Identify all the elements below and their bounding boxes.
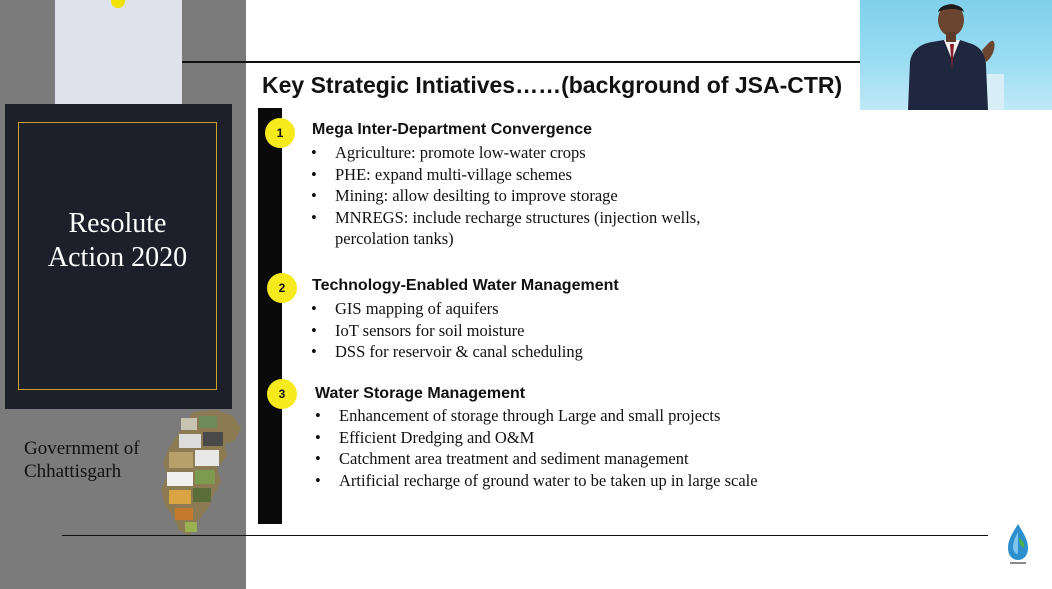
speaker-figure	[860, 0, 1052, 110]
section-heading: Mega Inter-Department Convergence	[312, 121, 593, 138]
slide-title: Key Strategic Intiatives……(background of JSA-CTR)	[262, 72, 843, 98]
bullet-item: • Mining: allow desilting to improve storage	[311, 185, 700, 207]
section-number-badge: 3	[267, 379, 297, 409]
bullet-item: • Enhancement of storage through Large and small projects	[315, 405, 758, 427]
resolute-action-title: Resolute Action 2020	[47, 208, 188, 273]
bullet-item: • GIS mapping of aquifers	[311, 298, 583, 320]
section-bullet-list	[311, 142, 700, 250]
section-number-badge: 2	[267, 273, 297, 303]
bullet-item: • Artificial recharge of ground water to be taken up in large scale	[315, 470, 758, 492]
bullet-item: • PHE: expand multi-village schemes	[311, 164, 700, 186]
section-heading: Technology-Enabled Water Management	[312, 277, 619, 294]
section-heading: Water Storage Management	[315, 385, 526, 402]
water-drop-logo	[1004, 518, 1032, 566]
section-number-badge: 1	[265, 118, 295, 148]
bullet-item: • Efficient Dredging and O&M	[315, 427, 758, 449]
bullet-item: • IoT sensors for soil moisture	[311, 320, 583, 342]
bullet-item: • DSS for reservoir & canal scheduling	[311, 341, 583, 363]
bullet-item-continuation: percolation tanks)	[335, 229, 454, 248]
bullet-item: • MNREGS: include recharge structures (injection wells,	[311, 207, 700, 229]
government-label: Government of Chhattisgarh	[24, 438, 140, 482]
section-vertical-bar	[258, 108, 282, 524]
bullet-item: • Catchment area treatment and sediment management	[315, 448, 758, 470]
speaker-video-feed	[860, 0, 1052, 110]
bottom-divider	[62, 535, 988, 536]
section-bullet-list	[315, 405, 758, 491]
state-map-collage	[155, 410, 245, 540]
title-card-frame	[18, 122, 217, 390]
left-sidebar-panel	[0, 0, 246, 589]
section-bullet-list	[311, 298, 583, 363]
bullet-item: • Agriculture: promote low-water crops	[311, 142, 700, 164]
top-divider	[182, 61, 860, 63]
